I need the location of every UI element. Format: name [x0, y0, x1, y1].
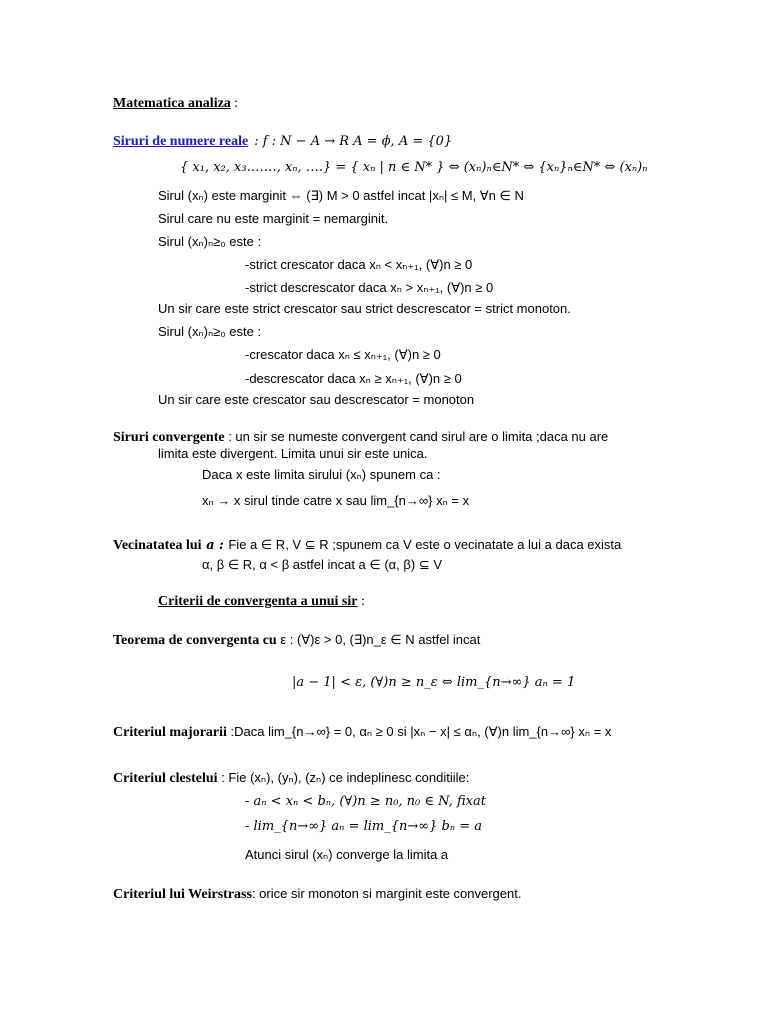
descrescator: -descrescator daca xₙ ≥ xₙ₊₁, (∀)n ≥ 0: [245, 371, 462, 386]
strict-monoton: Un sir care este strict crescator sau strict descrescator = strict monoton.: [158, 301, 571, 316]
siruri-heading-line: [113, 133, 452, 151]
teorema-text: ε : (∀)ε > 0, (∃)n_ε ∈ N astfel incat: [276, 632, 481, 647]
criterii-heading-text: Criterii de convergenta a unui sir: [158, 594, 358, 609]
strict-crescator: -strict crescator daca xₙ < xₙ₊₁, (∀)n ≥ 0: [245, 257, 473, 272]
vecinatatea-label: Vecinatatea lui: [113, 538, 202, 553]
clestelui-text: : Fie (xₙ), (yₙ), (zₙ) ce indeplinesc conditiile:: [217, 770, 470, 785]
tinde-catre: xₙ → x sirul tinde catre x sau lim_{n→∞} xₙ = x: [202, 493, 470, 508]
nemarginit-definition: Sirul care nu este marginit = nemarginit.: [158, 211, 389, 226]
clestelui-label: Criteriul clestelui: [113, 771, 218, 786]
sequence-notation: { x₁, x₂, x₃……., xₙ, ….} = { xₙ | n ∈ N* } ⇔ (xₙ)ₙ∈N* ⇔ {xₙ}ₙ∈N* ⇔ (xₙ)ₙ: [180, 160, 648, 175]
weirstrass-line: [113, 885, 521, 904]
crescator: -crescator daca xₙ ≤ xₙ₊₁, (∀)n ≥ 0: [245, 347, 441, 362]
criterii-heading: [158, 593, 365, 611]
siruri-heading-link[interactable]: Siruri de numere reale: [113, 134, 249, 149]
daca-limita: Daca x este limita sirului (xₙ) spunem ca :: [202, 467, 441, 482]
convergente-text2: limita este divergent. Limita unui sir este unica.: [158, 446, 428, 461]
clestelui-cond1: - aₙ < xₙ < bₙ, (∀)n ≥ n₀, n₀ ∈ N, fixat: [245, 794, 486, 809]
vecinatatea-line: [113, 536, 621, 555]
marginit-definition: Sirul (xₙ) este marginit ⇔ (∃) M > 0 astfel incat |xₙ| ≤ M, ∀n ∈ N: [158, 188, 524, 203]
sirul-este-2: Sirul (xₙ)ₙ≥₀ este :: [158, 324, 262, 339]
sirul-este-1: Sirul (xₙ)ₙ≥₀ este :: [158, 234, 262, 249]
majorarii-label: Criteriul majorarii: [113, 725, 227, 740]
page-title: [113, 95, 238, 113]
teorema-label: Teorema de convergenta cu: [113, 633, 277, 648]
vecinatatea-line1: Fie a ∈ R, V ⊆ R ;spunem ca V este o vecinatate a lui a daca exista: [228, 537, 622, 552]
convergente-text1: : un sir se numeste convergent cand sirul are o limita ;daca nu are: [224, 429, 609, 444]
strict-descrescator: -strict descrescator daca xₙ > xₙ₊₁, (∀)n ≥ 0: [245, 280, 494, 295]
majorarii-text: :Daca lim_{n→∞} = 0, αₙ ≥ 0 si |xₙ − x| ≤ αₙ, (∀)n lim_{n→∞} xₙ = x: [226, 724, 612, 739]
title-suffix: :: [230, 96, 239, 111]
clestelui-atunci: Atunci sirul (xₙ) converge la limita a: [245, 847, 449, 862]
vecinatatea-var: a :: [201, 538, 229, 553]
teorema-formula: |a − 1| < ε, (∀)n ≥ n_ε ⇔ lim_{n→∞} aₙ = 1: [292, 675, 576, 690]
weirstrass-label: Criteriul lui Weirstrass: [113, 887, 252, 902]
weirstrass-text: : orice sir monoton si marginit este convergent.: [251, 886, 522, 901]
vecinatatea-line2: α, β ∈ R, α < β astfel incat a ∈ (α, β) ⊆ V: [202, 557, 442, 572]
criterii-suffix: :: [357, 594, 365, 609]
title-text: Matematica analiza: [113, 96, 231, 111]
monoton: Un sir care este crescator sau descrescator = monoton: [158, 392, 475, 407]
majorarii-line: [113, 723, 611, 742]
convergente-label: Siruri convergente: [113, 430, 225, 445]
function-definition: : f : N − A → R A = ϕ, A = {0}: [254, 134, 453, 149]
clestelui-cond2: - lim_{n→∞} aₙ = lim_{n→∞} bₙ = a: [245, 819, 483, 834]
teorema-line: [113, 631, 480, 650]
clestelui-line: [113, 769, 469, 788]
